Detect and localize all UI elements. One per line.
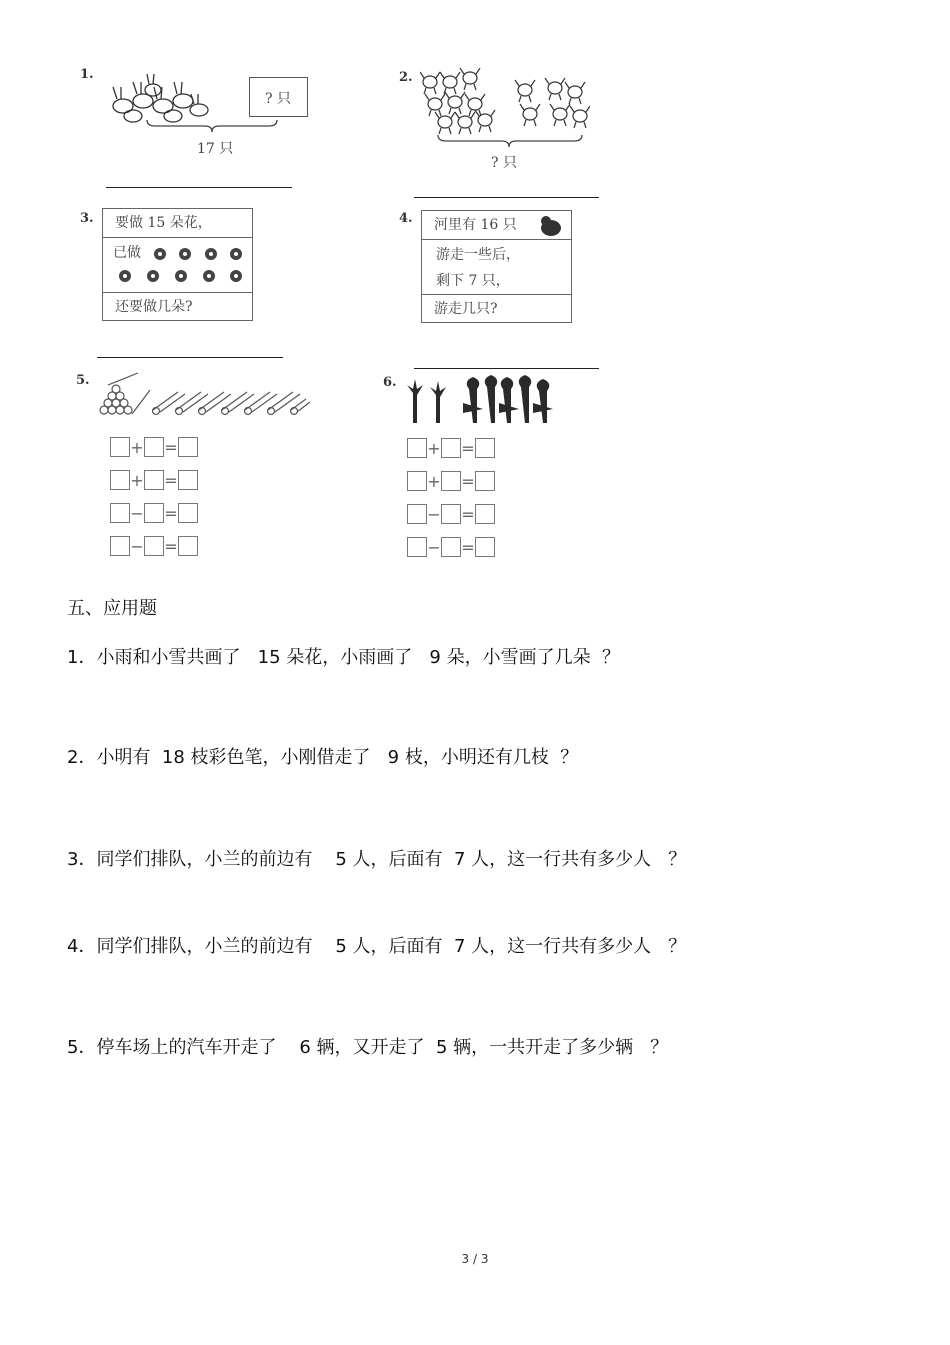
answer-box[interactable] xyxy=(407,438,427,458)
brace xyxy=(436,133,586,149)
problem-number: 6. xyxy=(383,375,397,390)
answer-box[interactable] xyxy=(110,437,130,457)
problem-number: 1. xyxy=(80,67,94,82)
answer-box[interactable] xyxy=(475,438,495,458)
equation-row: − = xyxy=(407,504,495,524)
corn-icon xyxy=(403,373,563,425)
answer-box[interactable] xyxy=(110,536,130,556)
section-title: 五、应用题 xyxy=(67,598,157,619)
stick-icon xyxy=(153,392,311,415)
answer-box[interactable] xyxy=(441,471,461,491)
answer-box[interactable] xyxy=(144,536,164,556)
problem-number: 4. xyxy=(399,211,413,226)
answer-line xyxy=(97,357,283,358)
answer-box[interactable] xyxy=(178,470,198,490)
middle-row: 游走一些后， 剩下 7 只， xyxy=(422,240,571,295)
question-3: 3．同学们排队，小兰的前边有 5 人，后面有 7 人，这一行共有多少人 ？ xyxy=(67,849,687,870)
flower-icon xyxy=(103,238,253,292)
answer-box[interactable] xyxy=(110,503,130,523)
question-4: 4．同学们排队，小兰的前边有 5 人，后面有 7 人，这一行共有多少人 ？ xyxy=(67,936,687,957)
equation-row: − = xyxy=(407,537,495,557)
answer-box[interactable] xyxy=(475,471,495,491)
question-2: 2．小明有 18 枝彩色笔，小刚借走了 9 枝，小明还有几枝 ？ xyxy=(67,747,579,768)
answer-box[interactable] xyxy=(407,471,427,491)
answer-line xyxy=(106,187,292,188)
equation-row: − = xyxy=(110,503,198,523)
duck-icon xyxy=(538,214,564,238)
equation-row: + = xyxy=(110,470,198,490)
unknown-box: ? 只 xyxy=(249,77,308,117)
answer-line xyxy=(414,197,599,198)
answer-box[interactable] xyxy=(407,504,427,524)
answer-box[interactable] xyxy=(110,470,130,490)
equation-row: + = xyxy=(110,437,198,457)
answer-box[interactable] xyxy=(475,537,495,557)
question-5: 5．停车场上的汽车开走了 6 辆，又开走了 5 辆，一共开走了多少辆 ？ xyxy=(67,1037,669,1058)
page-number: 3 / 3 xyxy=(461,1252,489,1266)
flowers-row: 已做 xyxy=(103,238,252,293)
answer-box[interactable] xyxy=(144,470,164,490)
answer-box[interactable] xyxy=(407,537,427,557)
brace xyxy=(145,118,280,134)
problem-number: 3. xyxy=(80,211,94,226)
equation-row: + = xyxy=(407,438,495,458)
brace-label: 17 只 xyxy=(197,141,234,157)
problem-number: 5. xyxy=(76,373,90,388)
log-icon xyxy=(98,370,313,418)
answer-box[interactable] xyxy=(144,503,164,523)
answer-box[interactable] xyxy=(475,504,495,524)
problem-number: 2. xyxy=(399,70,413,85)
answer-box[interactable] xyxy=(178,503,198,523)
equation-row: − = xyxy=(110,536,198,556)
problem-card: 河里有 16 只 游走一些后， 剩下 7 只， 游走几只? xyxy=(421,210,572,323)
answer-box[interactable] xyxy=(441,537,461,557)
answer-box[interactable] xyxy=(441,504,461,524)
equation-row: + = xyxy=(407,471,495,491)
question-1: 1．小雨和小雪共画了 15 朵花，小雨画了 9 朵，小雪画了几朵 ？ xyxy=(67,647,621,668)
problem-card: 要做 15 朵花， 已做 还要做几朵? xyxy=(102,208,253,321)
answer-box[interactable] xyxy=(441,438,461,458)
answer-box[interactable] xyxy=(178,536,198,556)
answer-line xyxy=(414,368,599,369)
brace-label: ? 只 xyxy=(491,155,517,171)
answer-box[interactable] xyxy=(178,437,198,457)
bird-icon xyxy=(420,68,590,136)
answer-box[interactable] xyxy=(144,437,164,457)
